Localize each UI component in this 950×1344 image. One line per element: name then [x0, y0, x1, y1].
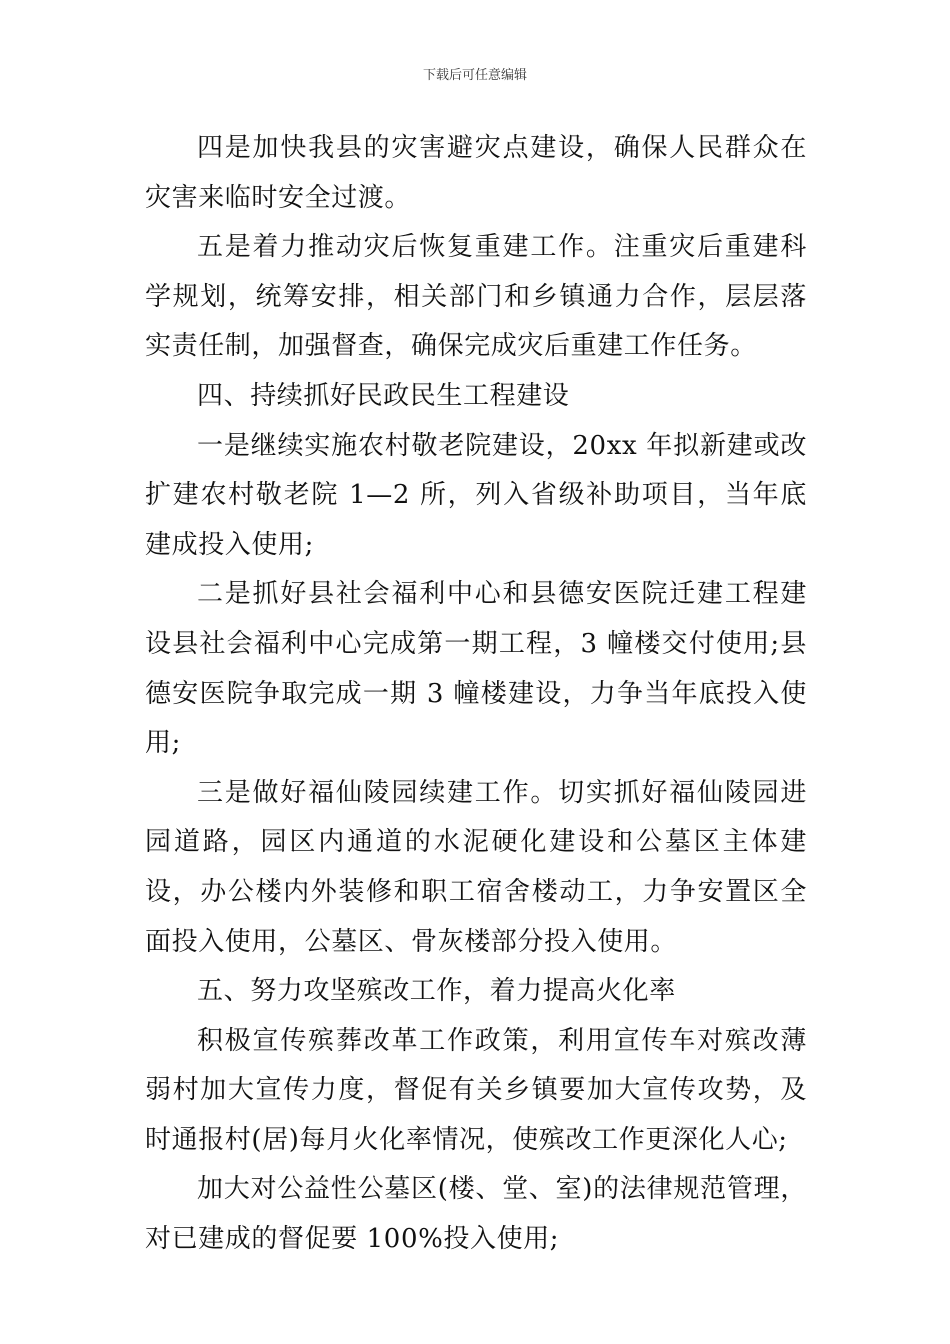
section-heading: 四、持续抓好民政民生工程建设 [197, 380, 570, 411]
paragraph: 加大对公益性公墓区(楼、堂、室)的法律规范管理，对已建成的督促要 100%投入使用; [145, 1174, 807, 1255]
paragraph: 三是做好福仙陵园续建工作。切实抓好福仙陵园进园道路，园区内通道的水泥硬化建设和公墓区主体建设，办公楼内外装修和职工宿舍楼动工，力争安置区全面投入使用，公墓区、骨灰楼部分投入使用。 [145, 777, 807, 957]
page-header: 下载后可任意编辑 [422, 68, 527, 83]
paragraph: 四是加快我县的灾害避灾点建设，确保人民群众在灾害来临时安全过渡。 [145, 133, 807, 213]
document-body [145, 124, 807, 1265]
paragraph: 一是继续实施农村敬老院建设，20xx 年拟新建或改扩建农村敬老院 1—2 所，列入省级补助项目，当年底建成投入使用; [145, 430, 807, 560]
paragraph: 积极宣传殡葬改革工作政策，利用宣传车对殡改薄弱村加大宣传力度，督促有关乡镇要加大宣传攻势，及时通报村(居)每月火化率情况，使殡改工作更深化人心; [145, 1025, 807, 1155]
section-heading: 五、努力攻坚殡改工作，着力提高火化率 [197, 976, 676, 1007]
paragraph: 二是抓好县社会福利中心和县德安医院迁建工程建设县社会福利中心完成第一期工程，3 幢楼交付使用;县德安医院争取完成一期 3 幢楼建设，力争当年底投入使用; [145, 579, 807, 759]
paragraph: 五是着力推动灾后恢复重建工作。注重灾后重建科学规划，统筹安排，相关部门和乡镇通力合作，层层落实责任制，加强督查，确保完成灾后重建工作任务。 [145, 232, 807, 362]
